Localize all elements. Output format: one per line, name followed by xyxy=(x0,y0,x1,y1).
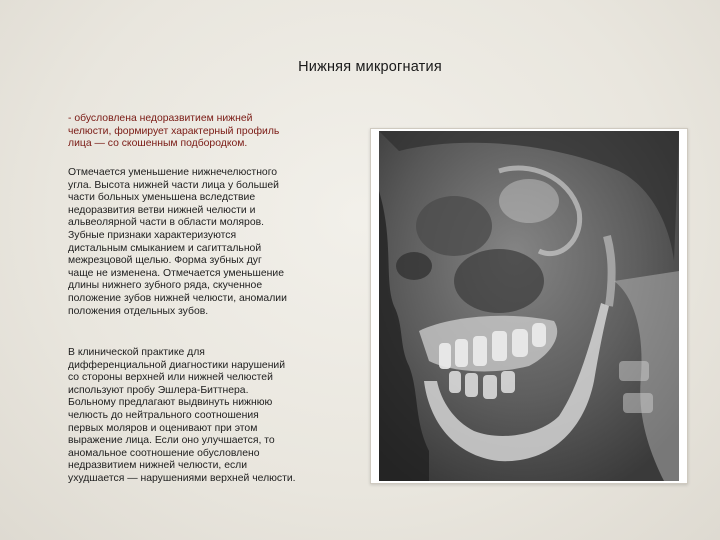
symptoms-text: Отмечается уменьшение нижнечелюстного угла. Высота нижней части лица у большей части больных уменьшена вследствие недоразвития ветви нижней челюсти и альвеолярной части в области моляров. Зубные признаки характеризуются дистальным смыканием и сагиттальной межрезцовой щелью. Форма зубных дуг чаще не изменена. Отмечается уменьшение длины нижнего зубного ряда, скученное положение зубов нижней челюсти, аномалии положения отдельных зубов. xyxy=(68,167,287,317)
xray-image xyxy=(370,128,688,484)
intro-paragraph xyxy=(68,113,358,151)
diagnostics-paragraph xyxy=(68,347,358,486)
intro-text: - обусловлена недоразвитием нижней челюсти, формирует характерный профиль лица — со скошенным подбородком. xyxy=(68,113,280,150)
slide-title: Нижняя микрогнатия xyxy=(298,59,442,75)
cephalogram-picture xyxy=(379,131,679,481)
symptoms-paragraph xyxy=(68,167,358,318)
diagnostics-text: В клинической практике для дифференциальной диагностики нарушений со стороны верхней или нижней челюстей используют пробу Эшлера-Биттнера. Больному предлагают выдвинуть нижнюю челюсть до нейтрального соотношения первых моляров и оценивают при этом выражение лица. Если оно улучшается, то аномальное соотношение обусловлено недразвитием нижней челюсти, если ухудшается — нарушениями верхней челюсти. xyxy=(68,347,296,484)
